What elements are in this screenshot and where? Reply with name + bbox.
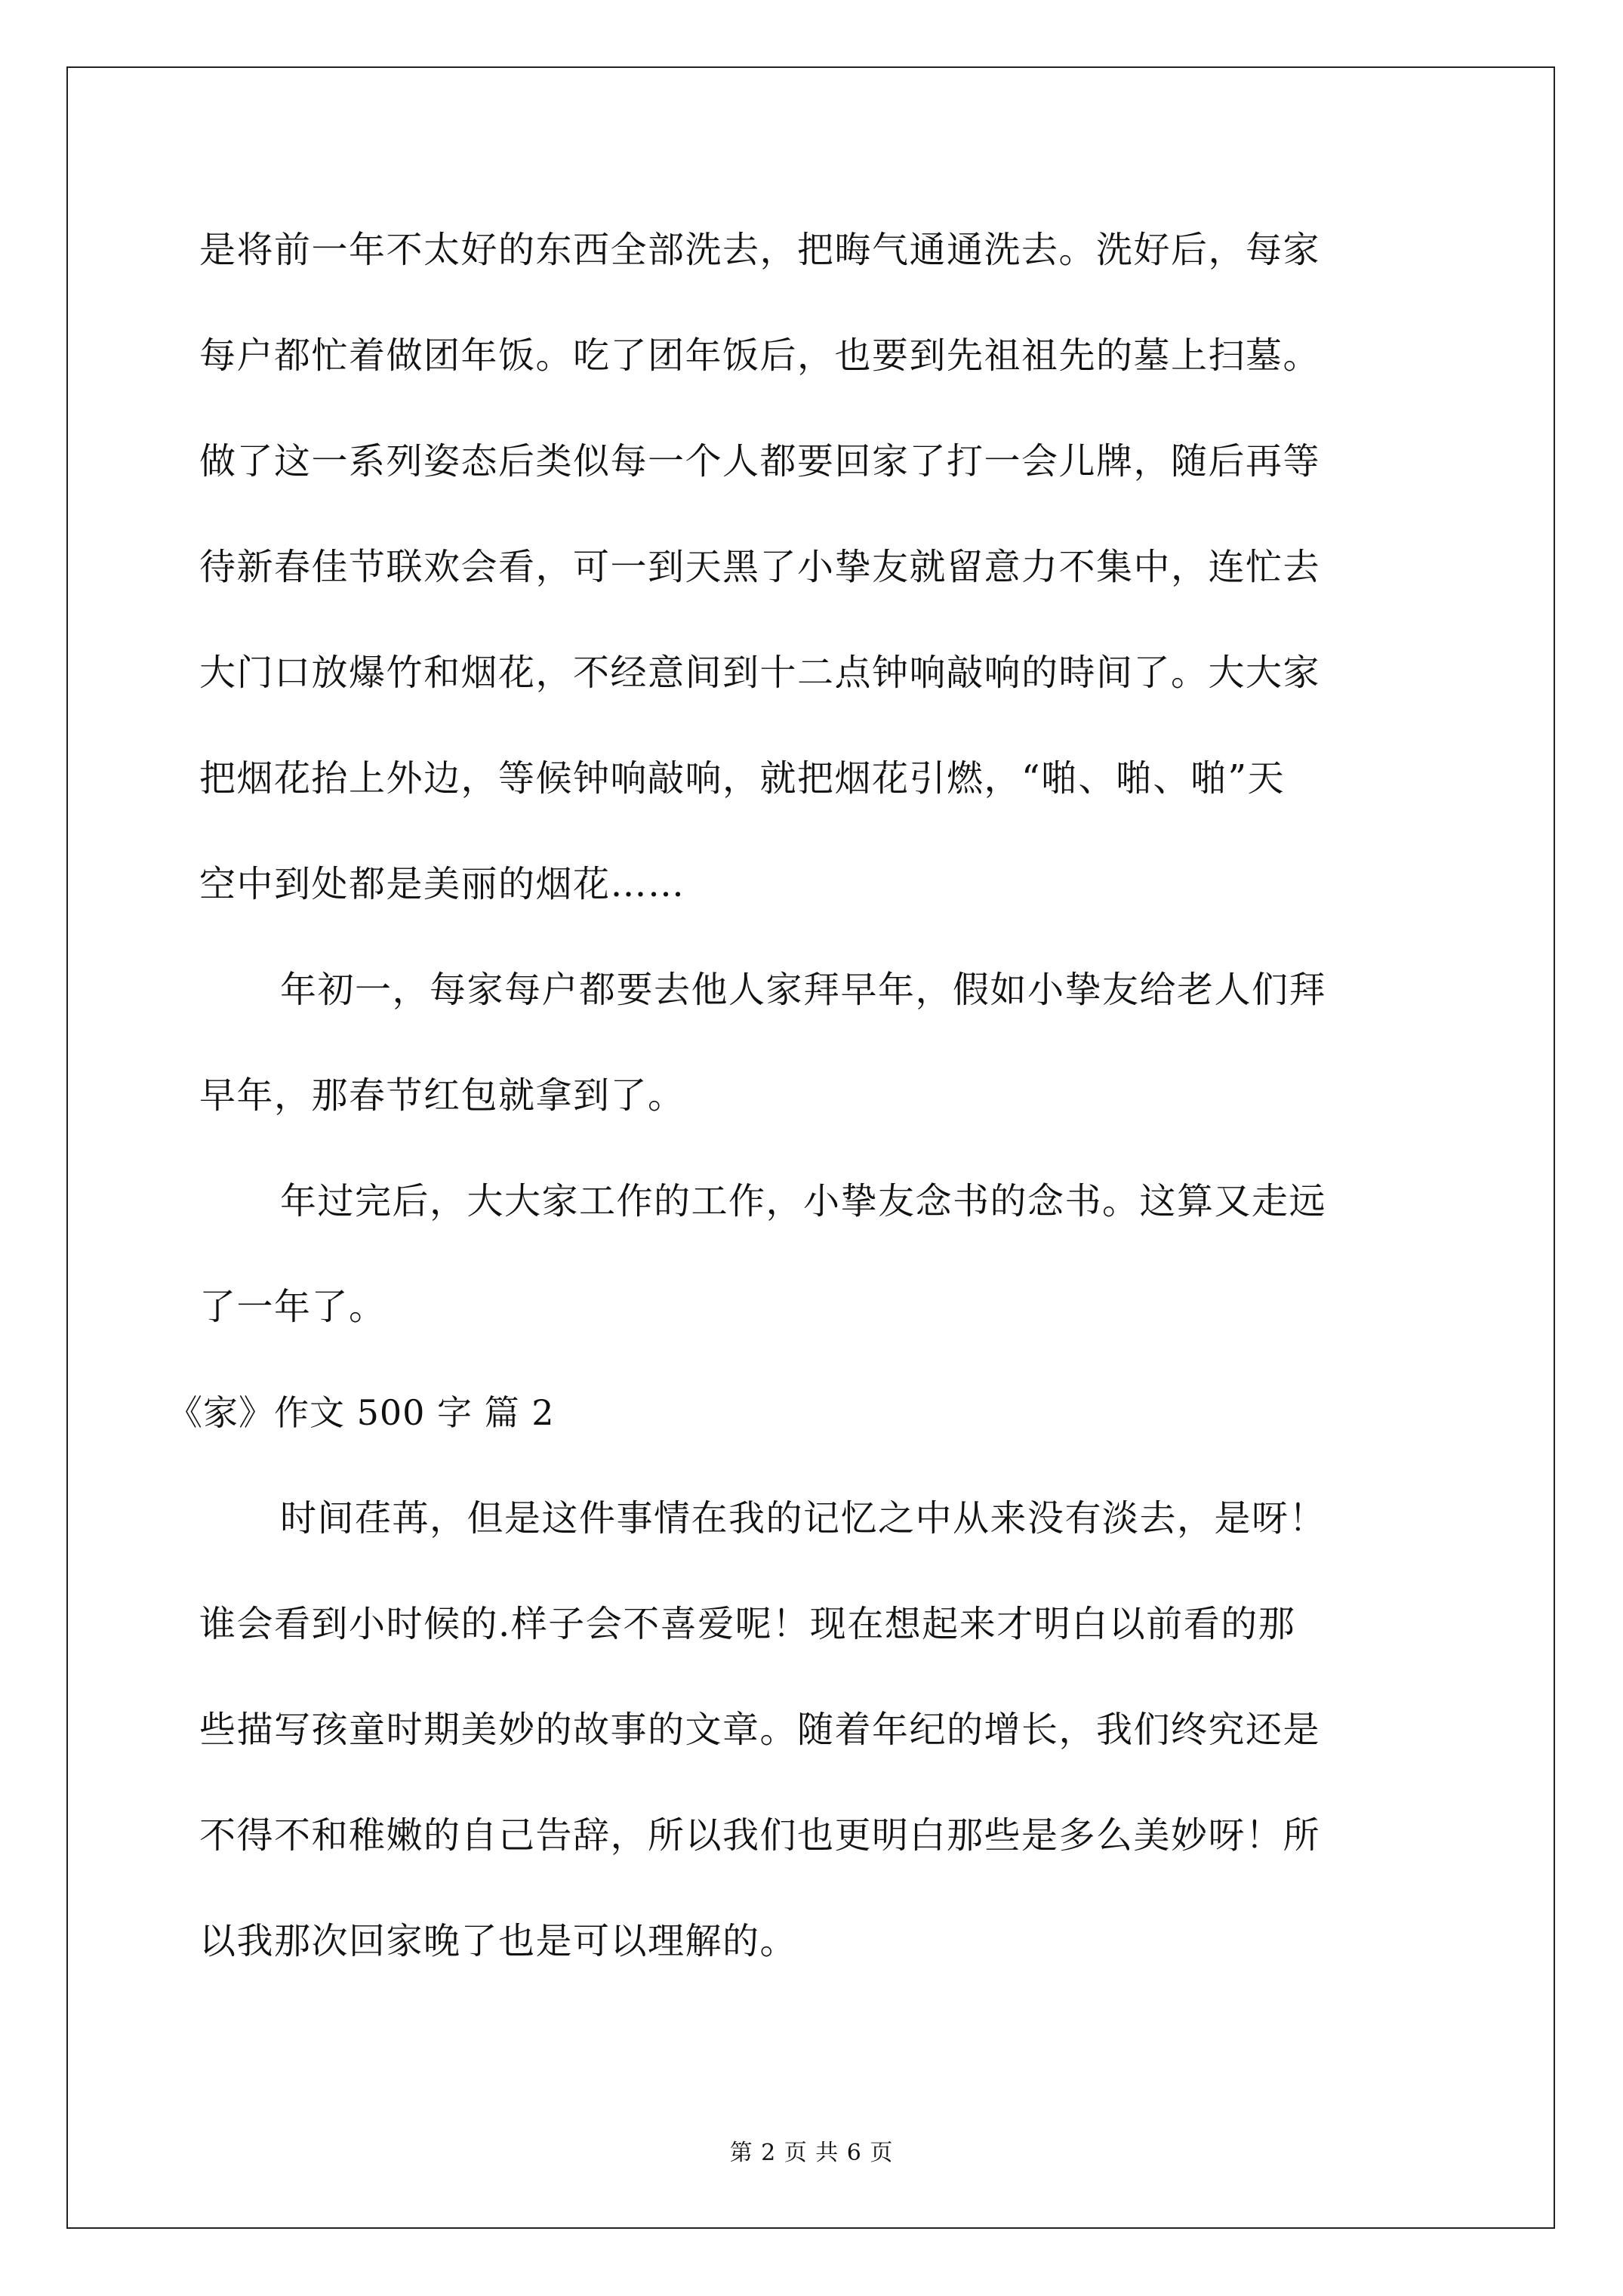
body-line: 不得不和稚嫩的自己告辞，所以我们也更明白那些是多么美妙呀！所 <box>199 1814 1321 1857</box>
body-line: 了一年了。 <box>199 1286 387 1328</box>
body-line: 把烟花抬上外边，等候钟响敲响，就把烟花引燃，“啪、啪、啪”天 <box>199 757 1286 800</box>
page-number-footer: 第 2 页 共 6 页 <box>729 2140 894 2166</box>
body-line: 些描写孩童时期美妙的故事的文章。随着年纪的增长，我们终究还是 <box>199 1709 1321 1751</box>
paragraph-first-line: 年初一，每家每户都要去他人家拜早年，假如小挚友给老人们拜 <box>280 969 1327 1011</box>
body-line: 早年，那春节红包就拿到了。 <box>199 1074 685 1117</box>
body-line: 大门口放爆竹和烟花，不经意间到十二点钟响敲响的時间了。大大家 <box>199 652 1321 694</box>
body-line: 空中到处都是美丽的烟花…… <box>199 863 685 905</box>
body-line: 待新春佳节联欢会看，可一到天黑了小挚友就留意力不集中，连忙去 <box>199 546 1321 588</box>
document-body <box>168 215 1445 2012</box>
body-line: 以我那次回家晚了也是可以理解的。 <box>199 1920 798 1962</box>
paragraph-first-line: 时间荏苒，但是这件事情在我的记忆之中从来没有淡去，是呀！ <box>280 1497 1327 1539</box>
body-line: 谁会看到小时候的.样子会不喜爱呢！现在想起来才明白以前看的那 <box>199 1603 1296 1645</box>
body-line: 每户都忙着做团年饭。吃了团年饭后，也要到先祖祖先的墓上扫墓。 <box>199 334 1321 377</box>
section-heading: 《家》作文 500 字 篇 2 <box>168 1392 555 1433</box>
body-line: 是将前一年不太好的东西全部洗去，把晦气通通洗去。洗好后，每家 <box>199 229 1321 271</box>
paragraph-first-line: 年过完后，大大家工作的工作，小挚友念书的念书。这算又走远 <box>280 1180 1327 1222</box>
body-line: 做了这一系列姿态后类似每一个人都要回家了打一会儿牌，随后再等 <box>199 440 1321 482</box>
